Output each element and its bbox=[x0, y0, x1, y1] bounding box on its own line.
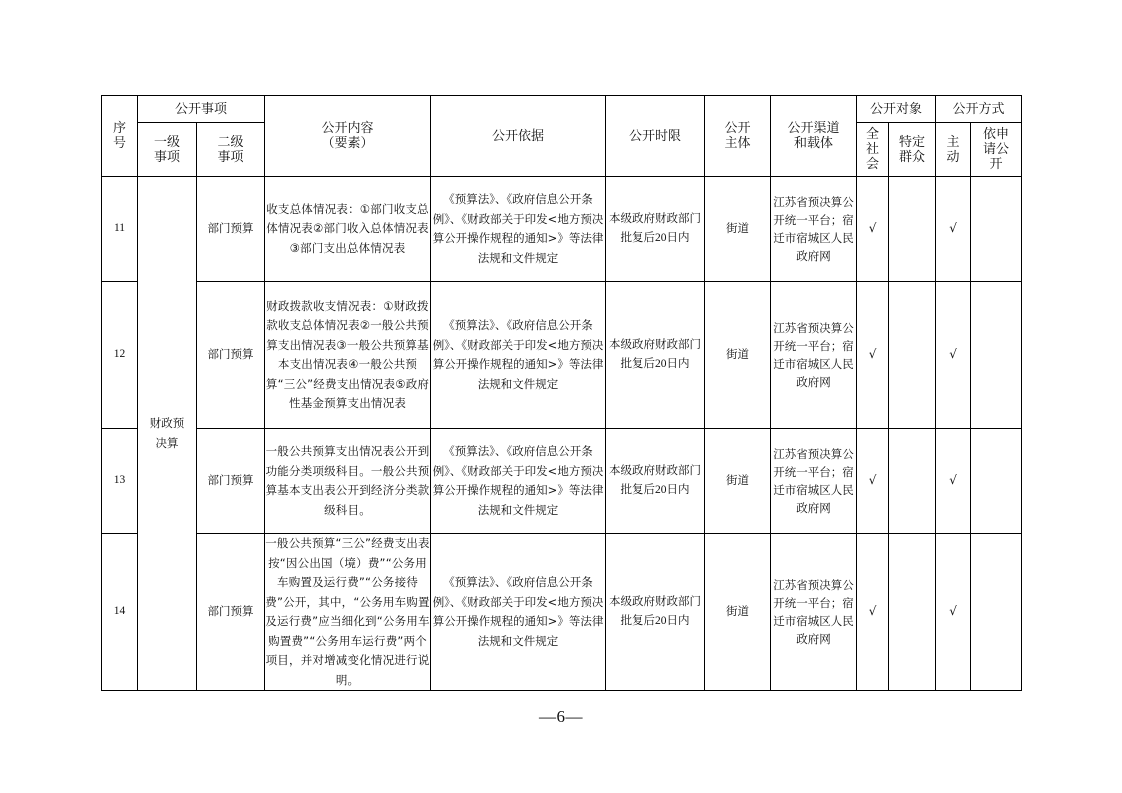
audience-group-header: 公开对象 bbox=[857, 96, 936, 123]
content-cell: 收支总体情况表：①部门收支总体情况表②部门收入总体情况表③部门支出总体情况表 bbox=[265, 177, 431, 282]
basis-cell: 《预算法》、《政府信息公开条例》、《财政部关于印发<地方预决算公开操作规程的通知>》等法律法规和文件规定 bbox=[431, 282, 606, 429]
active-mark: √ bbox=[936, 177, 971, 282]
channel-cell: 江苏省预决算公开统一平台；宿迁市宿城区人民政府网 bbox=[771, 429, 857, 534]
level2-item-cell: 部门预算 bbox=[197, 534, 265, 691]
level2-header: 二级事项 bbox=[197, 123, 265, 177]
audience-all-header: 全社会 bbox=[857, 123, 889, 177]
seq-cell: 11 bbox=[102, 177, 138, 282]
subject-cell: 街道 bbox=[705, 534, 771, 691]
table-row bbox=[102, 534, 1022, 691]
active-mark: √ bbox=[936, 429, 971, 534]
specific-group-mark bbox=[889, 282, 936, 429]
level2-item-cell: 部门预算 bbox=[197, 282, 265, 429]
on-request-mark bbox=[971, 282, 1022, 429]
time-limit-cell: 本级政府财政部门批复后20日内 bbox=[606, 177, 705, 282]
active-mark: √ bbox=[936, 282, 971, 429]
page-number: —6— bbox=[539, 707, 583, 726]
on-request-mark bbox=[971, 177, 1022, 282]
on-request-mark bbox=[971, 429, 1022, 534]
basis-cell: 《预算法》、《政府信息公开条例》、《财政部关于印发<地方预决算公开操作规程的通知>》等法律法规和文件规定 bbox=[431, 177, 606, 282]
header-row-top bbox=[102, 96, 1022, 123]
method-request-header: 依申请公开 bbox=[971, 123, 1022, 177]
basis-header: 公开依据 bbox=[431, 96, 606, 177]
seq-cell: 13 bbox=[102, 429, 138, 534]
channel-cell: 江苏省预决算公开统一平台；宿迁市宿城区人民政府网 bbox=[771, 177, 857, 282]
specific-group-mark bbox=[889, 429, 936, 534]
subject-cell: 街道 bbox=[705, 282, 771, 429]
content-cell: 一般公共预算支出情况表公开到功能分类项级科目。一般公共预算基本支出表公开到经济分类款级科目。 bbox=[265, 429, 431, 534]
seq-cell: 12 bbox=[102, 282, 138, 429]
table-row bbox=[102, 282, 1022, 429]
time-limit-header: 公开时限 bbox=[606, 96, 705, 177]
all-society-mark: √ bbox=[857, 177, 889, 282]
channel-cell: 江苏省预决算公开统一平台；宿迁市宿城区人民政府网 bbox=[771, 282, 857, 429]
all-society-mark: √ bbox=[857, 429, 889, 534]
subject-header: 公开主体 bbox=[705, 96, 771, 177]
content-cell: 财政拨款收支情况表：①财政拨款收支总体情况表②一般公共预算支出情况表③一般公共预算基本支出情况表④一般公共预算“三公”经费支出情况表⑤政府性基金预算支出情况表 bbox=[265, 282, 431, 429]
table-row bbox=[102, 429, 1022, 534]
channel-cell: 江苏省预决算公开统一平台；宿迁市宿城区人民政府网 bbox=[771, 534, 857, 691]
specific-group-mark bbox=[889, 534, 936, 691]
content-cell: 一般公共预算“三公”经费支出表按“因公出国（境）费”“公务用车购置及运行费”“公务接待费”公开，其中，“公务用车购置及运行费”应当细化到“公务用车购置费”“公务用车运行费”两个项目，并对增减变化情况进行说明。 bbox=[265, 534, 431, 691]
all-society-mark: √ bbox=[857, 534, 889, 691]
all-society-mark: √ bbox=[857, 282, 889, 429]
seq-header: 序号 bbox=[102, 96, 138, 177]
method-active-header: 主动 bbox=[936, 123, 971, 177]
seq-cell: 14 bbox=[102, 534, 138, 691]
level1-header: 一级事项 bbox=[138, 123, 197, 177]
method-group-header: 公开方式 bbox=[936, 96, 1022, 123]
content-header bbox=[265, 96, 431, 177]
channel-header: 公开渠道和载体 bbox=[771, 96, 857, 177]
level1-item-cell: 财政预决算 bbox=[138, 177, 197, 691]
active-mark: √ bbox=[936, 534, 971, 691]
level2-item-cell: 部门预算 bbox=[197, 429, 265, 534]
subject-cell: 街道 bbox=[705, 429, 771, 534]
table-row bbox=[102, 177, 1022, 282]
specific-group-mark bbox=[889, 177, 936, 282]
item-group-header: 公开事项 bbox=[138, 96, 265, 123]
on-request-mark bbox=[971, 534, 1022, 691]
content-header-title: 公开内容 bbox=[321, 121, 374, 136]
time-limit-cell: 本级政府财政部门批复后20日内 bbox=[606, 282, 705, 429]
level2-item-cell: 部门预算 bbox=[197, 177, 265, 282]
content-header-subtitle: （要素） bbox=[321, 136, 374, 151]
subject-cell: 街道 bbox=[705, 177, 771, 282]
disclosure-table bbox=[101, 95, 1022, 691]
time-limit-cell: 本级政府财政部门批复后20日内 bbox=[606, 534, 705, 691]
time-limit-cell: 本级政府财政部门批复后20日内 bbox=[606, 429, 705, 534]
basis-cell: 《预算法》、《政府信息公开条例》、《财政部关于印发<地方预决算公开操作规程的通知>》等法律法规和文件规定 bbox=[431, 429, 606, 534]
basis-cell: 《预算法》、《政府信息公开条例》、《财政部关于印发<地方预决算公开操作规程的通知>》等法律法规和文件规定 bbox=[431, 534, 606, 691]
audience-specific-header: 特定群众 bbox=[889, 123, 936, 177]
